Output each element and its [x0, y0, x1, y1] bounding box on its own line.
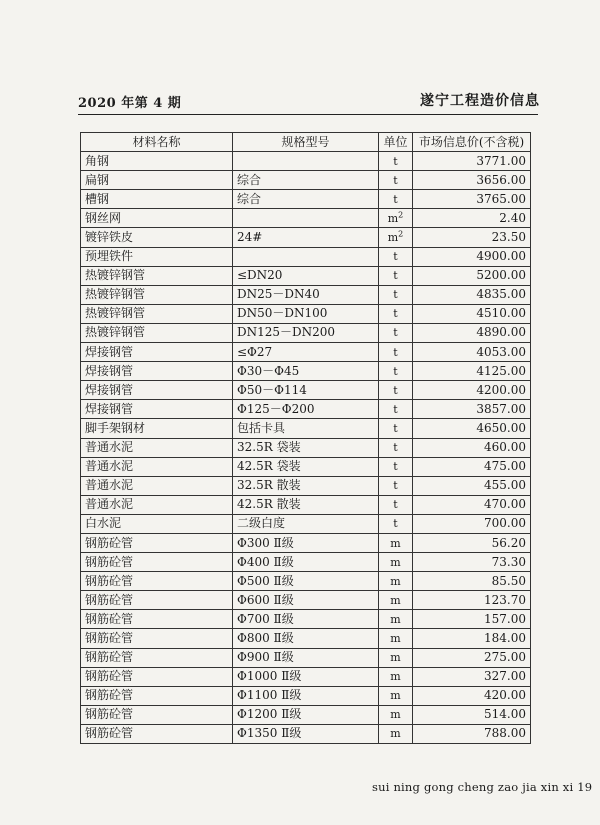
unit-cell — [379, 190, 413, 209]
spec-cell-text: Φ50－Φ114 — [237, 382, 307, 397]
unit-cell-text: m — [390, 574, 401, 588]
spec-cell-text: 综合 — [237, 172, 262, 187]
unit-cell-text: m — [390, 651, 401, 665]
spec-cell-text: ≤Φ27 — [237, 344, 273, 359]
unit-cell — [379, 171, 413, 190]
unit-cell — [379, 476, 413, 495]
price-cell-text: 475.00 — [484, 459, 526, 474]
table-row — [81, 610, 531, 629]
spec-cell — [233, 591, 379, 610]
unit-cell-text: t — [393, 288, 398, 302]
table-row — [81, 514, 531, 533]
spec-cell — [233, 266, 379, 285]
column-header-unit: 单位 — [379, 133, 413, 152]
unit-cell-text: m — [390, 631, 401, 645]
material-name-cell — [81, 171, 233, 190]
spec-cell-text: Φ1000 Ⅱ级 — [237, 669, 302, 684]
price-cell — [413, 648, 531, 667]
spec-cell-text: Φ400 Ⅱ级 — [237, 554, 294, 569]
table-row — [81, 209, 531, 228]
price-cell-text: 4053.00 — [476, 344, 526, 359]
material-name-cell — [81, 400, 233, 419]
price-cell — [413, 553, 531, 572]
price-cell — [413, 228, 531, 247]
table-row — [81, 152, 531, 171]
material-name-cell — [81, 323, 233, 342]
page-footer: sui ning gong cheng zao jia xin xi 19 — [372, 780, 593, 794]
table-row — [81, 591, 531, 610]
table-row — [81, 228, 531, 247]
unit-cell — [379, 247, 413, 266]
price-cell — [413, 724, 531, 743]
table-header-row — [81, 133, 531, 152]
material-name-cell-text: 焊接钢管 — [85, 382, 134, 397]
unit-cell-text: m — [390, 536, 401, 550]
price-cell — [413, 190, 531, 209]
table-row — [81, 381, 531, 400]
material-name-cell-text: 镀锌铁皮 — [85, 230, 134, 245]
price-cell — [413, 400, 531, 419]
spec-cell-text: Φ125－Φ200 — [237, 401, 315, 416]
table-row — [81, 247, 531, 266]
price-cell — [413, 667, 531, 686]
table-row — [81, 190, 531, 209]
material-name-cell-text: 钢筋砼管 — [85, 650, 134, 665]
price-cell-text: 157.00 — [484, 611, 526, 626]
material-name-cell-text: 热镀锌钢管 — [85, 268, 146, 283]
price-cell — [413, 629, 531, 648]
spec-cell-text: 42.5R 袋装 — [237, 459, 301, 474]
spec-cell — [233, 533, 379, 552]
table-row — [81, 533, 531, 552]
material-name-cell-text: 槽钢 — [85, 191, 110, 206]
price-cell — [413, 438, 531, 457]
table-row — [81, 323, 531, 342]
price-cell-text: 3765.00 — [476, 191, 526, 206]
material-name-cell-text: 焊接钢管 — [85, 344, 134, 359]
price-cell — [413, 285, 531, 304]
material-name-cell — [81, 705, 233, 724]
spec-cell — [233, 553, 379, 572]
spec-cell-text: 24# — [237, 230, 263, 245]
unit-cell — [379, 362, 413, 381]
unit-cell — [379, 667, 413, 686]
spec-cell — [233, 686, 379, 705]
material-name-cell-text: 扁钢 — [85, 172, 110, 187]
material-name-cell — [81, 419, 233, 438]
price-cell — [413, 514, 531, 533]
column-header-price: 市场信息价(不含税) — [413, 133, 531, 152]
material-name-cell-text: 钢筋砼管 — [85, 726, 134, 741]
spec-cell — [233, 514, 379, 533]
table-row — [81, 362, 531, 381]
unit-cell — [379, 705, 413, 724]
spec-cell — [233, 362, 379, 381]
unit-cell — [379, 457, 413, 476]
unit-superscript: 2 — [398, 229, 404, 239]
spec-cell-text: 32.5R 散装 — [237, 478, 301, 493]
unit-cell-text: m — [387, 211, 399, 225]
spec-cell — [233, 400, 379, 419]
unit-cell-text: t — [393, 441, 398, 455]
price-cell — [413, 572, 531, 591]
unit-cell — [379, 285, 413, 304]
price-cell — [413, 304, 531, 323]
unit-cell-text: m — [390, 689, 401, 703]
material-name-cell-text: 钢筋砼管 — [85, 535, 134, 550]
price-cell-text: 470.00 — [484, 497, 526, 512]
material-name-cell-text: 钢丝网 — [85, 210, 122, 225]
spec-cell — [233, 438, 379, 457]
publication-title: 遂宁工程造价信息 — [420, 93, 540, 109]
price-cell-text: 123.70 — [484, 592, 526, 607]
spec-cell — [233, 304, 379, 323]
table-row — [81, 343, 531, 362]
unit-cell — [379, 343, 413, 362]
material-name-cell — [81, 514, 233, 533]
unit-cell — [379, 533, 413, 552]
unit-cell-text: t — [393, 326, 398, 340]
unit-cell-text: t — [393, 479, 398, 493]
spec-cell — [233, 667, 379, 686]
material-name-cell-text: 钢筋砼管 — [85, 688, 134, 703]
price-cell — [413, 266, 531, 285]
unit-cell — [379, 304, 413, 323]
material-name-cell — [81, 152, 233, 171]
table-row — [81, 724, 531, 743]
material-name-cell — [81, 629, 233, 648]
material-name-cell-text: 普通水泥 — [85, 497, 134, 512]
table-row — [81, 705, 531, 724]
material-name-cell — [81, 495, 233, 514]
table-body — [81, 152, 531, 744]
unit-cell — [379, 572, 413, 591]
table-row — [81, 266, 531, 285]
table-row — [81, 400, 531, 419]
price-cell — [413, 323, 531, 342]
unit-cell — [379, 495, 413, 514]
unit-superscript: 2 — [398, 210, 404, 220]
price-cell — [413, 476, 531, 495]
price-cell — [413, 457, 531, 476]
table-row — [81, 686, 531, 705]
material-name-cell-text: 钢筋砼管 — [85, 669, 134, 684]
unit-cell — [379, 228, 413, 247]
table-row — [81, 438, 531, 457]
spec-cell-text: ≤DN20 — [237, 268, 283, 283]
table-row — [81, 419, 531, 438]
price-cell-text: 420.00 — [484, 688, 526, 703]
material-name-cell — [81, 304, 233, 323]
price-cell-text: 23.50 — [491, 230, 526, 245]
material-name-cell — [81, 686, 233, 705]
unit-cell — [379, 323, 413, 342]
material-name-cell-text: 焊接钢管 — [85, 363, 134, 378]
unit-cell-text: m — [390, 593, 401, 607]
unit-cell — [379, 400, 413, 419]
table-row — [81, 457, 531, 476]
spec-cell-text: Φ500 Ⅱ级 — [237, 573, 294, 588]
material-name-cell — [81, 591, 233, 610]
spec-cell — [233, 648, 379, 667]
spec-cell — [233, 457, 379, 476]
spec-cell — [233, 209, 379, 228]
column-header-spec: 规格型号 — [233, 133, 379, 152]
spec-cell — [233, 285, 379, 304]
unit-cell — [379, 686, 413, 705]
unit-cell — [379, 209, 413, 228]
unit-cell-text: m — [387, 231, 399, 245]
material-name-cell-text: 普通水泥 — [85, 478, 134, 493]
spec-cell — [233, 343, 379, 362]
material-name-cell — [81, 285, 233, 304]
material-name-cell — [81, 667, 233, 686]
price-cell-text: 4200.00 — [476, 382, 526, 397]
price-cell — [413, 533, 531, 552]
price-cell — [413, 591, 531, 610]
spec-cell-text: DN50－DN100 — [237, 306, 328, 321]
spec-cell — [233, 190, 379, 209]
price-cell — [413, 362, 531, 381]
issue-label: 2020 年第 4 期 — [78, 96, 182, 111]
price-cell-text: 788.00 — [484, 726, 526, 741]
price-cell-text: 4900.00 — [476, 249, 526, 264]
unit-cell-text: t — [393, 498, 398, 512]
spec-cell — [233, 171, 379, 190]
unit-cell-text: m — [390, 555, 401, 569]
material-name-cell-text: 热镀锌钢管 — [85, 287, 146, 302]
material-name-cell — [81, 553, 233, 572]
price-cell-text: 460.00 — [484, 440, 526, 455]
price-cell-text: 4125.00 — [476, 363, 526, 378]
material-name-cell — [81, 610, 233, 629]
material-name-cell — [81, 381, 233, 400]
spec-cell — [233, 381, 379, 400]
spec-cell — [233, 629, 379, 648]
header-divider — [78, 114, 538, 115]
price-table — [80, 132, 531, 744]
table-row — [81, 285, 531, 304]
unit-cell — [379, 553, 413, 572]
material-name-cell-text: 焊接钢管 — [85, 401, 134, 416]
material-name-cell — [81, 247, 233, 266]
material-name-cell-text: 钢筋砼管 — [85, 592, 134, 607]
price-cell-text: 4650.00 — [476, 420, 526, 435]
price-cell-text: 2.40 — [499, 210, 526, 225]
spec-cell — [233, 476, 379, 495]
unit-cell-text: m — [390, 612, 401, 626]
material-name-cell — [81, 362, 233, 381]
unit-cell — [379, 514, 413, 533]
material-name-cell-text: 钢筋砼管 — [85, 630, 134, 645]
unit-cell-text: t — [393, 269, 398, 283]
material-name-cell — [81, 724, 233, 743]
price-cell-text: 4835.00 — [476, 287, 526, 302]
spec-cell-text: 包括卡具 — [237, 420, 286, 435]
material-name-cell-text: 热镀锌钢管 — [85, 325, 146, 340]
material-name-cell-text: 白水泥 — [85, 516, 122, 531]
price-cell-text: 85.50 — [491, 573, 526, 588]
unit-cell — [379, 266, 413, 285]
price-cell — [413, 171, 531, 190]
spec-cell-text: Φ1100 Ⅱ级 — [237, 688, 302, 703]
spec-cell — [233, 247, 379, 266]
price-cell-text: 3771.00 — [476, 153, 526, 168]
table-row — [81, 553, 531, 572]
price-cell — [413, 343, 531, 362]
unit-cell-text: m — [390, 708, 401, 722]
spec-cell-text: Φ700 Ⅱ级 — [237, 611, 294, 626]
unit-cell-text: t — [393, 421, 398, 435]
unit-cell-text: m — [390, 670, 401, 684]
price-cell-text: 275.00 — [484, 650, 526, 665]
unit-cell-text: t — [393, 364, 398, 378]
spec-cell — [233, 724, 379, 743]
spec-cell — [233, 323, 379, 342]
unit-cell — [379, 629, 413, 648]
material-name-cell — [81, 190, 233, 209]
unit-cell-text: t — [393, 383, 398, 397]
material-name-cell-text: 钢筋砼管 — [85, 573, 134, 588]
price-cell — [413, 381, 531, 400]
price-cell-text: 4510.00 — [476, 306, 526, 321]
unit-cell-text: t — [393, 250, 398, 264]
material-name-cell — [81, 533, 233, 552]
table-row — [81, 648, 531, 667]
price-cell — [413, 495, 531, 514]
unit-cell — [379, 419, 413, 438]
price-cell-text: 5200.00 — [476, 268, 526, 283]
price-cell — [413, 209, 531, 228]
spec-cell — [233, 705, 379, 724]
spec-cell — [233, 495, 379, 514]
spec-cell-text: Φ1350 Ⅱ级 — [237, 726, 302, 741]
spec-cell-text: Φ30－Φ45 — [237, 363, 300, 378]
material-name-cell-text: 脚手架钢材 — [85, 420, 146, 435]
spec-cell-text: 综合 — [237, 191, 262, 206]
unit-cell-text: t — [393, 345, 398, 359]
spec-cell-text: Φ1200 Ⅱ级 — [237, 707, 302, 722]
spec-cell-text: Φ300 Ⅱ级 — [237, 535, 294, 550]
unit-cell-text: t — [393, 460, 398, 474]
table-row — [81, 629, 531, 648]
price-cell — [413, 610, 531, 629]
material-name-cell — [81, 438, 233, 457]
spec-cell-text: DN25－DN40 — [237, 287, 320, 302]
spec-cell-text: 二级白度 — [237, 516, 286, 531]
material-name-cell — [81, 648, 233, 667]
material-name-cell-text: 普通水泥 — [85, 440, 134, 455]
price-cell — [413, 705, 531, 724]
price-cell-text: 455.00 — [484, 478, 526, 493]
spec-cell-text: Φ600 Ⅱ级 — [237, 592, 294, 607]
unit-cell — [379, 648, 413, 667]
unit-cell-text: t — [393, 154, 398, 168]
table-row — [81, 572, 531, 591]
unit-cell — [379, 152, 413, 171]
unit-cell-text: t — [393, 402, 398, 416]
unit-cell — [379, 438, 413, 457]
spec-cell-text: DN125－DN200 — [237, 325, 336, 340]
unit-cell-text: t — [393, 307, 398, 321]
unit-cell — [379, 591, 413, 610]
spec-cell-text: 42.5R 散装 — [237, 497, 301, 512]
unit-cell — [379, 610, 413, 629]
table-row — [81, 171, 531, 190]
spec-cell — [233, 419, 379, 438]
material-name-cell-text: 钢筋砼管 — [85, 611, 134, 626]
material-name-cell — [81, 476, 233, 495]
material-name-cell — [81, 266, 233, 285]
spec-cell-text: 32.5R 袋装 — [237, 440, 301, 455]
price-cell — [413, 686, 531, 705]
spec-cell — [233, 572, 379, 591]
unit-cell-text: t — [393, 173, 398, 187]
material-name-cell-text: 角钢 — [85, 153, 110, 168]
price-cell-text: 3857.00 — [476, 401, 526, 416]
price-cell-text: 3656.00 — [476, 172, 526, 187]
price-cell-text: 327.00 — [484, 669, 526, 684]
price-cell-text: 700.00 — [484, 516, 526, 531]
price-cell — [413, 152, 531, 171]
price-cell — [413, 419, 531, 438]
material-name-cell — [81, 457, 233, 476]
table-row — [81, 304, 531, 323]
unit-cell-text: t — [393, 517, 398, 531]
spec-cell — [233, 152, 379, 171]
table-row — [81, 476, 531, 495]
spec-cell — [233, 610, 379, 629]
material-name-cell — [81, 343, 233, 362]
material-name-cell — [81, 572, 233, 591]
price-cell-text: 56.20 — [491, 535, 526, 550]
price-cell-text: 514.00 — [484, 707, 526, 722]
material-name-cell-text: 热镀锌钢管 — [85, 306, 146, 321]
price-cell — [413, 247, 531, 266]
spec-cell — [233, 228, 379, 247]
material-name-cell — [81, 209, 233, 228]
column-header-name: 材料名称 — [81, 133, 233, 152]
material-name-cell — [81, 228, 233, 247]
unit-cell — [379, 381, 413, 400]
table-row — [81, 667, 531, 686]
table-row — [81, 495, 531, 514]
unit-cell-text: t — [393, 192, 398, 206]
spec-cell-text: Φ800 Ⅱ级 — [237, 630, 294, 645]
material-name-cell-text: 普通水泥 — [85, 459, 134, 474]
material-name-cell-text: 钢筋砼管 — [85, 707, 134, 722]
spec-cell-text: Φ900 Ⅱ级 — [237, 650, 294, 665]
price-cell-text: 4890.00 — [476, 325, 526, 340]
price-cell-text: 184.00 — [484, 630, 526, 645]
price-cell-text: 73.30 — [491, 554, 526, 569]
unit-cell-text: m — [390, 727, 401, 741]
material-name-cell-text: 钢筋砼管 — [85, 554, 134, 569]
material-name-cell-text: 预埋铁件 — [85, 249, 134, 264]
unit-cell — [379, 724, 413, 743]
